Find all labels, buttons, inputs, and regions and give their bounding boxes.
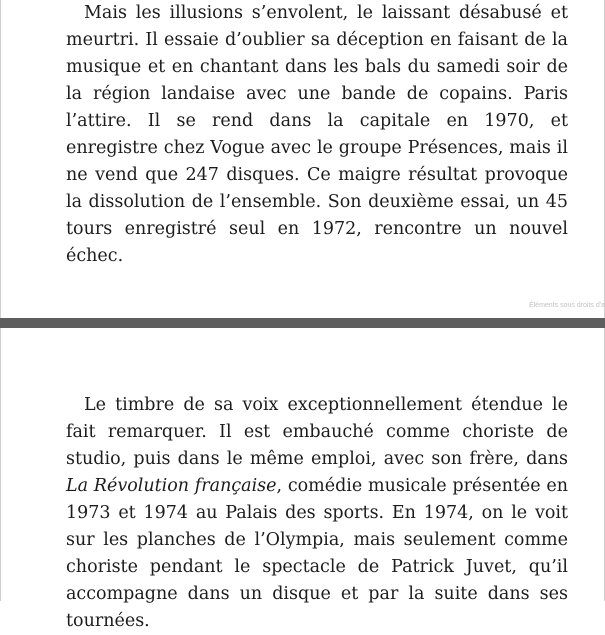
bottom-paragraph [66,392,568,635]
top-text-block [66,0,568,270]
page-edge-left [0,0,1,318]
page-edge-left [0,328,1,601]
bottom-text-block [66,392,568,635]
page-bottom [0,328,605,631]
bottom-paragraph-part2: , comédie musicale présentée en 1973 et 1974 au Palais des sports. En 1974, on le voit sur les planches de l’Olympia, mais seulement comme choriste pendant le spectacle de Patrick Juvet, qu’il accompagne dans un disque et par la suite dans ses tournées. [66,476,569,631]
rights-note: Éléments sous droits d'a [528,302,605,309]
top-paragraph: Mais les illusions s’envolent, le laissant désabusé et meurtri. Il essaie d’oublier sa déception en faisant de la musique et en chantant dans les bals du samedi soir de la région landaise avec une bande de copains. Paris l’attire. Il se rend dans la capitale en 1970, et enregistre chez Vogue avec le groupe Présences, mais il ne vend que 247 disques. Ce maigre résultat provoque la dissolution de l’ensemble. Son deuxième essai, un 45 tours enregistré seul en 1972, rencontre un nouvel échec. [66,3,568,266]
bottom-paragraph-part1: Le timbre de sa voix exceptionnellement étendue le fait remarquer. Il est embauché comme choriste de studio, puis dans le même emploi, avec son frère, dans [66,395,568,469]
show-title: La Révolution française [66,476,277,496]
page-separator [0,318,605,328]
